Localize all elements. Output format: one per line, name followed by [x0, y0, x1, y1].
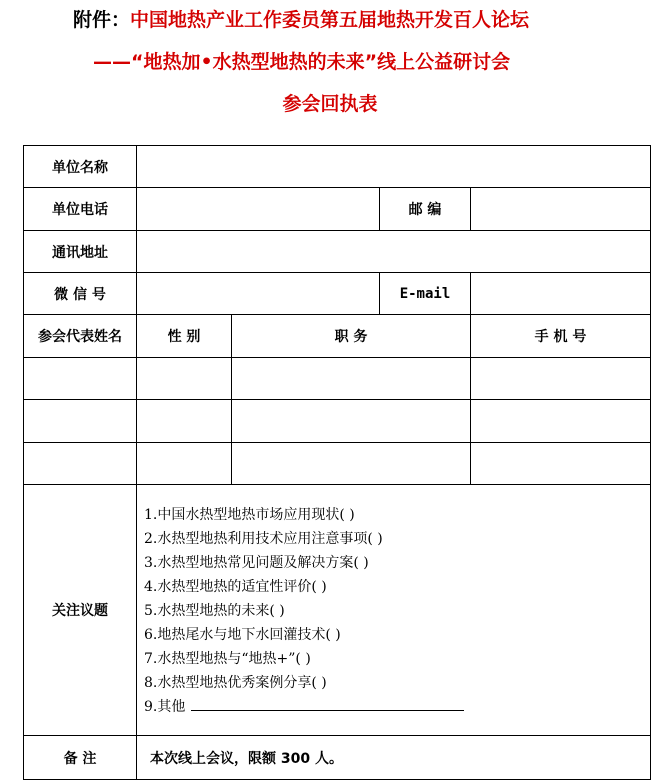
remarks-value: 本次线上会议，限额 300 人。: [137, 736, 651, 780]
topic-item[interactable]: 3.水热型地热常见问题及解决方案( ): [144, 555, 369, 571]
attendee-gender-field[interactable]: [137, 400, 232, 443]
unit-name-field[interactable]: [137, 146, 651, 188]
attendee-mobile-field[interactable]: [471, 400, 651, 443]
attendee-name-field[interactable]: [24, 443, 137, 485]
attendee-name-field[interactable]: [24, 358, 137, 400]
unit-phone-label: 单位电话: [24, 188, 137, 231]
topic-item[interactable]: 6.地热尾水与地下水回灌技术( ): [144, 627, 341, 643]
postcode-label: 邮 编: [380, 188, 471, 231]
topics-list: [137, 485, 651, 736]
attendee-position-field[interactable]: [232, 400, 471, 443]
attachment-prefix: 附件：: [73, 9, 131, 31]
attendee-gender-field[interactable]: [137, 358, 232, 400]
attendee-mobile-field[interactable]: [471, 443, 651, 485]
unit-phone-field[interactable]: [137, 188, 380, 231]
table-row: [24, 400, 651, 443]
col-header-name: 参会代表姓名: [24, 315, 137, 358]
attendee-name-field[interactable]: [24, 400, 137, 443]
email-label: E-mail: [380, 273, 471, 315]
email-field[interactable]: [471, 273, 651, 315]
topic-other-label: 9.其他: [144, 699, 186, 715]
table-row: [24, 443, 651, 485]
form-title: 参会回执表: [282, 93, 378, 115]
row-unit-name: [24, 146, 651, 188]
title-line-1: [73, 7, 529, 33]
wechat-field[interactable]: [137, 273, 380, 315]
forum-title: 中国地热产业工作委员第五届地热开发百人论坛: [130, 9, 530, 31]
attendee-mobile-field[interactable]: [471, 358, 651, 400]
address-label: 通讯地址: [24, 231, 137, 273]
row-column-headers: [24, 315, 651, 358]
topic-item[interactable]: 4.水热型地热的适宜性评价( ): [144, 579, 327, 595]
row-unit-phone: [24, 188, 651, 231]
topic-item[interactable]: 8.水热型地热优秀案例分享( ): [144, 675, 327, 691]
row-address: [24, 231, 651, 273]
postcode-field[interactable]: [471, 188, 651, 231]
attendee-gender-field[interactable]: [137, 443, 232, 485]
topic-item[interactable]: 7.水热型地热与“地热+”( ): [144, 651, 311, 667]
topic-item[interactable]: 2.水热型地热利用技术应用注意事项( ): [144, 531, 383, 547]
wechat-label: 微 信 号: [24, 273, 137, 315]
topic-item[interactable]: 1.中国水热型地热市场应用现状( ): [144, 507, 355, 523]
col-header-position: 职 务: [232, 315, 471, 358]
topic-item[interactable]: 5.水热型地热的未来( ): [144, 603, 285, 619]
title-line-2: ——“地热加•水热型地热的未来”线上公益研讨会: [93, 51, 511, 73]
topic-other-field[interactable]: [191, 696, 464, 711]
table-row: [24, 358, 651, 400]
attendee-position-field[interactable]: [232, 443, 471, 485]
unit-name-label: 单位名称: [24, 146, 137, 188]
topics-label: 关注议题: [24, 485, 137, 736]
row-topics: [24, 485, 651, 736]
col-header-gender: 性 别: [137, 315, 232, 358]
topic-item-other: [144, 695, 650, 719]
remarks-label: 备 注: [24, 736, 137, 780]
registration-form-table: [23, 145, 651, 780]
attendee-position-field[interactable]: [232, 358, 471, 400]
row-wechat: [24, 273, 651, 315]
col-header-mobile: 手 机 号: [471, 315, 651, 358]
address-field[interactable]: [137, 231, 651, 273]
row-remarks: [24, 736, 651, 780]
